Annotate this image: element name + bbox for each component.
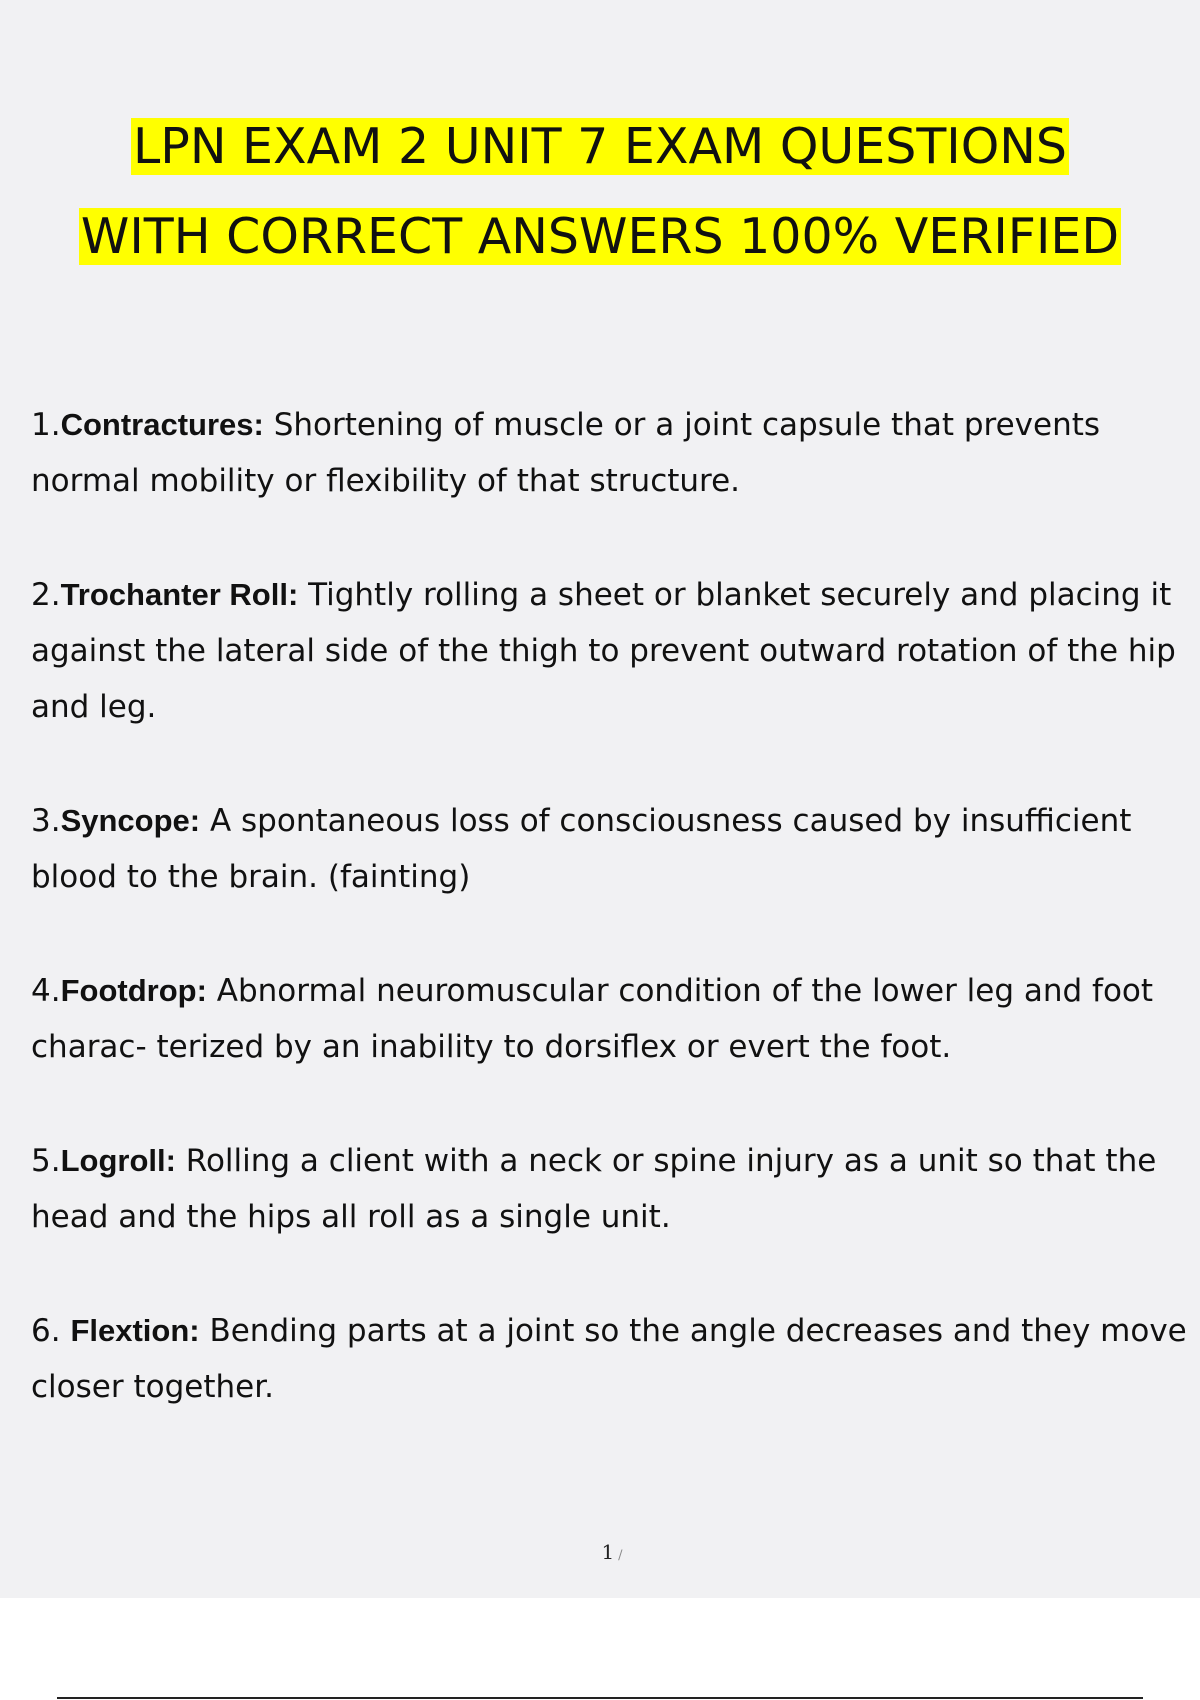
- question-number: 4.: [31, 973, 61, 1009]
- question-definition: Tightly rolling a sheet or blanket securely and placing it against the lateral side of the thigh to prevent outward rotation of the hip and leg.: [31, 577, 1176, 725]
- question-item-3: [31, 793, 1200, 905]
- question-item-5: [31, 1133, 1200, 1245]
- question-definition: Abnormal neuromuscular condition of the lower leg and foot charac- terized by an inability to dorsiflex or evert the foot.: [31, 973, 1154, 1065]
- page-number-suffix: /: [618, 1548, 623, 1563]
- question-term: Logroll:: [60, 1143, 176, 1178]
- page-number-value: 1: [601, 1540, 615, 1564]
- title-line-1: LPN EXAM 2 UNIT 7 EXAM QUESTIONS: [132, 118, 1068, 175]
- question-item-2: [31, 567, 1200, 735]
- page-title: [0, 102, 1200, 282]
- title-line-2: WITH CORRECT ANSWERS 100% VERIFIED: [80, 208, 1120, 265]
- question-term: Footdrop:: [60, 973, 207, 1008]
- question-term: Trochanter Roll:: [60, 577, 299, 612]
- question-definition: Shortening of muscle or a joint capsule that prevents normal mobility or flexibility of that structure.: [31, 407, 1101, 499]
- question-item-6: [31, 1303, 1200, 1415]
- page-number: [0, 1540, 1200, 1564]
- question-number: 6.: [31, 1313, 71, 1349]
- question-item-4: [31, 963, 1200, 1075]
- question-term: Syncope:: [60, 803, 201, 838]
- footer-divider: [57, 1697, 1143, 1699]
- question-definition: Bending parts at a joint so the angle decreases and they move closer together.: [31, 1313, 1187, 1405]
- question-term: Contractures:: [60, 407, 264, 442]
- question-number: 1.: [31, 407, 61, 443]
- question-item-1: [31, 397, 1200, 509]
- question-definition: A spontaneous loss of consciousness caused by insufficient blood to the brain. (fainting): [31, 803, 1132, 895]
- question-number: 5.: [31, 1143, 61, 1179]
- question-number: 2.: [31, 577, 61, 613]
- question-number: 3.: [31, 803, 61, 839]
- question-definition: Rolling a client with a neck or spine injury as a unit so that the head and the hips all roll as a single unit.: [31, 1143, 1157, 1235]
- question-list: [31, 397, 1200, 1473]
- question-term: Flextion:: [70, 1313, 200, 1348]
